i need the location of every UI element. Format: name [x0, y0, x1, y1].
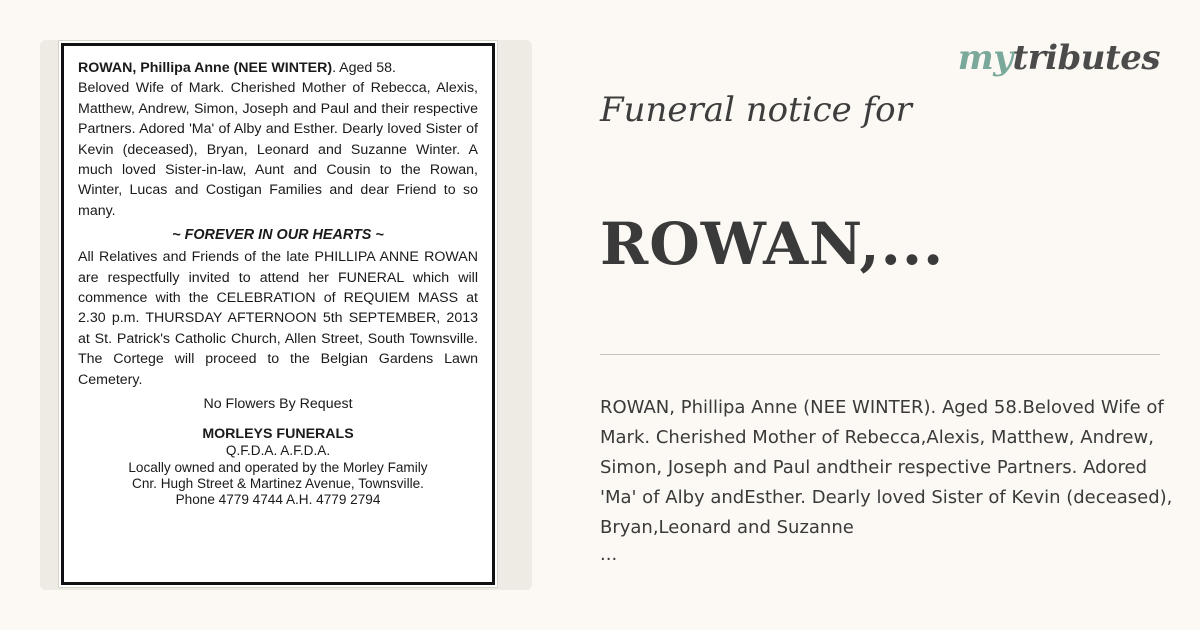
notice-paragraph-family: Beloved Wife of Mark. Cherished Mother of Rebecca, Alexis, Matthew, Andrew, Simon, Joseph and Paul and their respective Partners. Adored 'Ma' of Alby and Esther. Dearly loved Sister of Kevin (deceased), Bryan, Leonard and Suzanne Winter. A much loved Sister-in-law, Aunt and Cousin to the Rowan, Winter, Lucas and Costigan Families and dear Friend to so many. [78, 80, 478, 219]
logo-suffix: tributes [1012, 38, 1160, 78]
notice-excerpt: ROWAN, Phillipa Anne (NEE WINTER). Aged 58.Beloved Wife of Mark. Cherished Mother of Rebecca,Alexis, Matthew, Andrew, Simon, Joseph and Paul andtheir respective Partners. Adored 'Ma' of Alby andEsther. Dearly loved Sister of Kevin (deceased), Bryan,Leonard and Suzanne [600, 397, 1173, 538]
logo-prefix: my [957, 38, 1013, 78]
notice-firm-line2: Cnr. Hugh Street & Martinez Avenue, Townsville. [132, 475, 424, 491]
notice-firm-name: MORLEYS FUNERALS [202, 426, 354, 443]
notice-motto: ~ FOREVER IN OUR HEARTS ~ [172, 227, 384, 244]
notice-no-flowers: No Flowers By Request [203, 396, 353, 413]
deceased-name: ROWAN,... [600, 210, 945, 278]
notice-firm-line1: Locally owned and operated by the Morley Family [128, 459, 428, 475]
notice-firm-line3: Phone 4779 4744 A.H. 4779 2794 [175, 492, 381, 508]
notice-firm-quals: Q.F.D.A. A.F.D.A. [225, 443, 331, 459]
mytributes-logo[interactable] [958, 38, 1160, 78]
notice-heading-line [78, 58, 478, 78]
excerpt-ellipsis: ... [600, 544, 618, 565]
notice-clipping [58, 40, 498, 588]
page-subtitle: Funeral notice for [600, 90, 912, 130]
divider [600, 354, 1160, 355]
notice-heading-tail: . Aged 58. [332, 60, 396, 76]
notice-heading: ROWAN, Phillipa Anne (NEE WINTER) [78, 60, 333, 76]
notice-border [61, 43, 495, 585]
notice-paragraph-funeral: All Relatives and Friends of the late PHILLIPA ANNE ROWAN are respectfully invited to attend her FUNERAL which will commence with the CELEBRATION of REQUIEM MASS at 2.30 p.m. THURSDAY AFTERNOON 5th SEPTEMBER, 2013 at St. Patrick's Catholic Church, Allen Street, South Townsville. The Cortege will proceed to the Belgian Gardens Lawn Cemetery. [78, 249, 478, 388]
